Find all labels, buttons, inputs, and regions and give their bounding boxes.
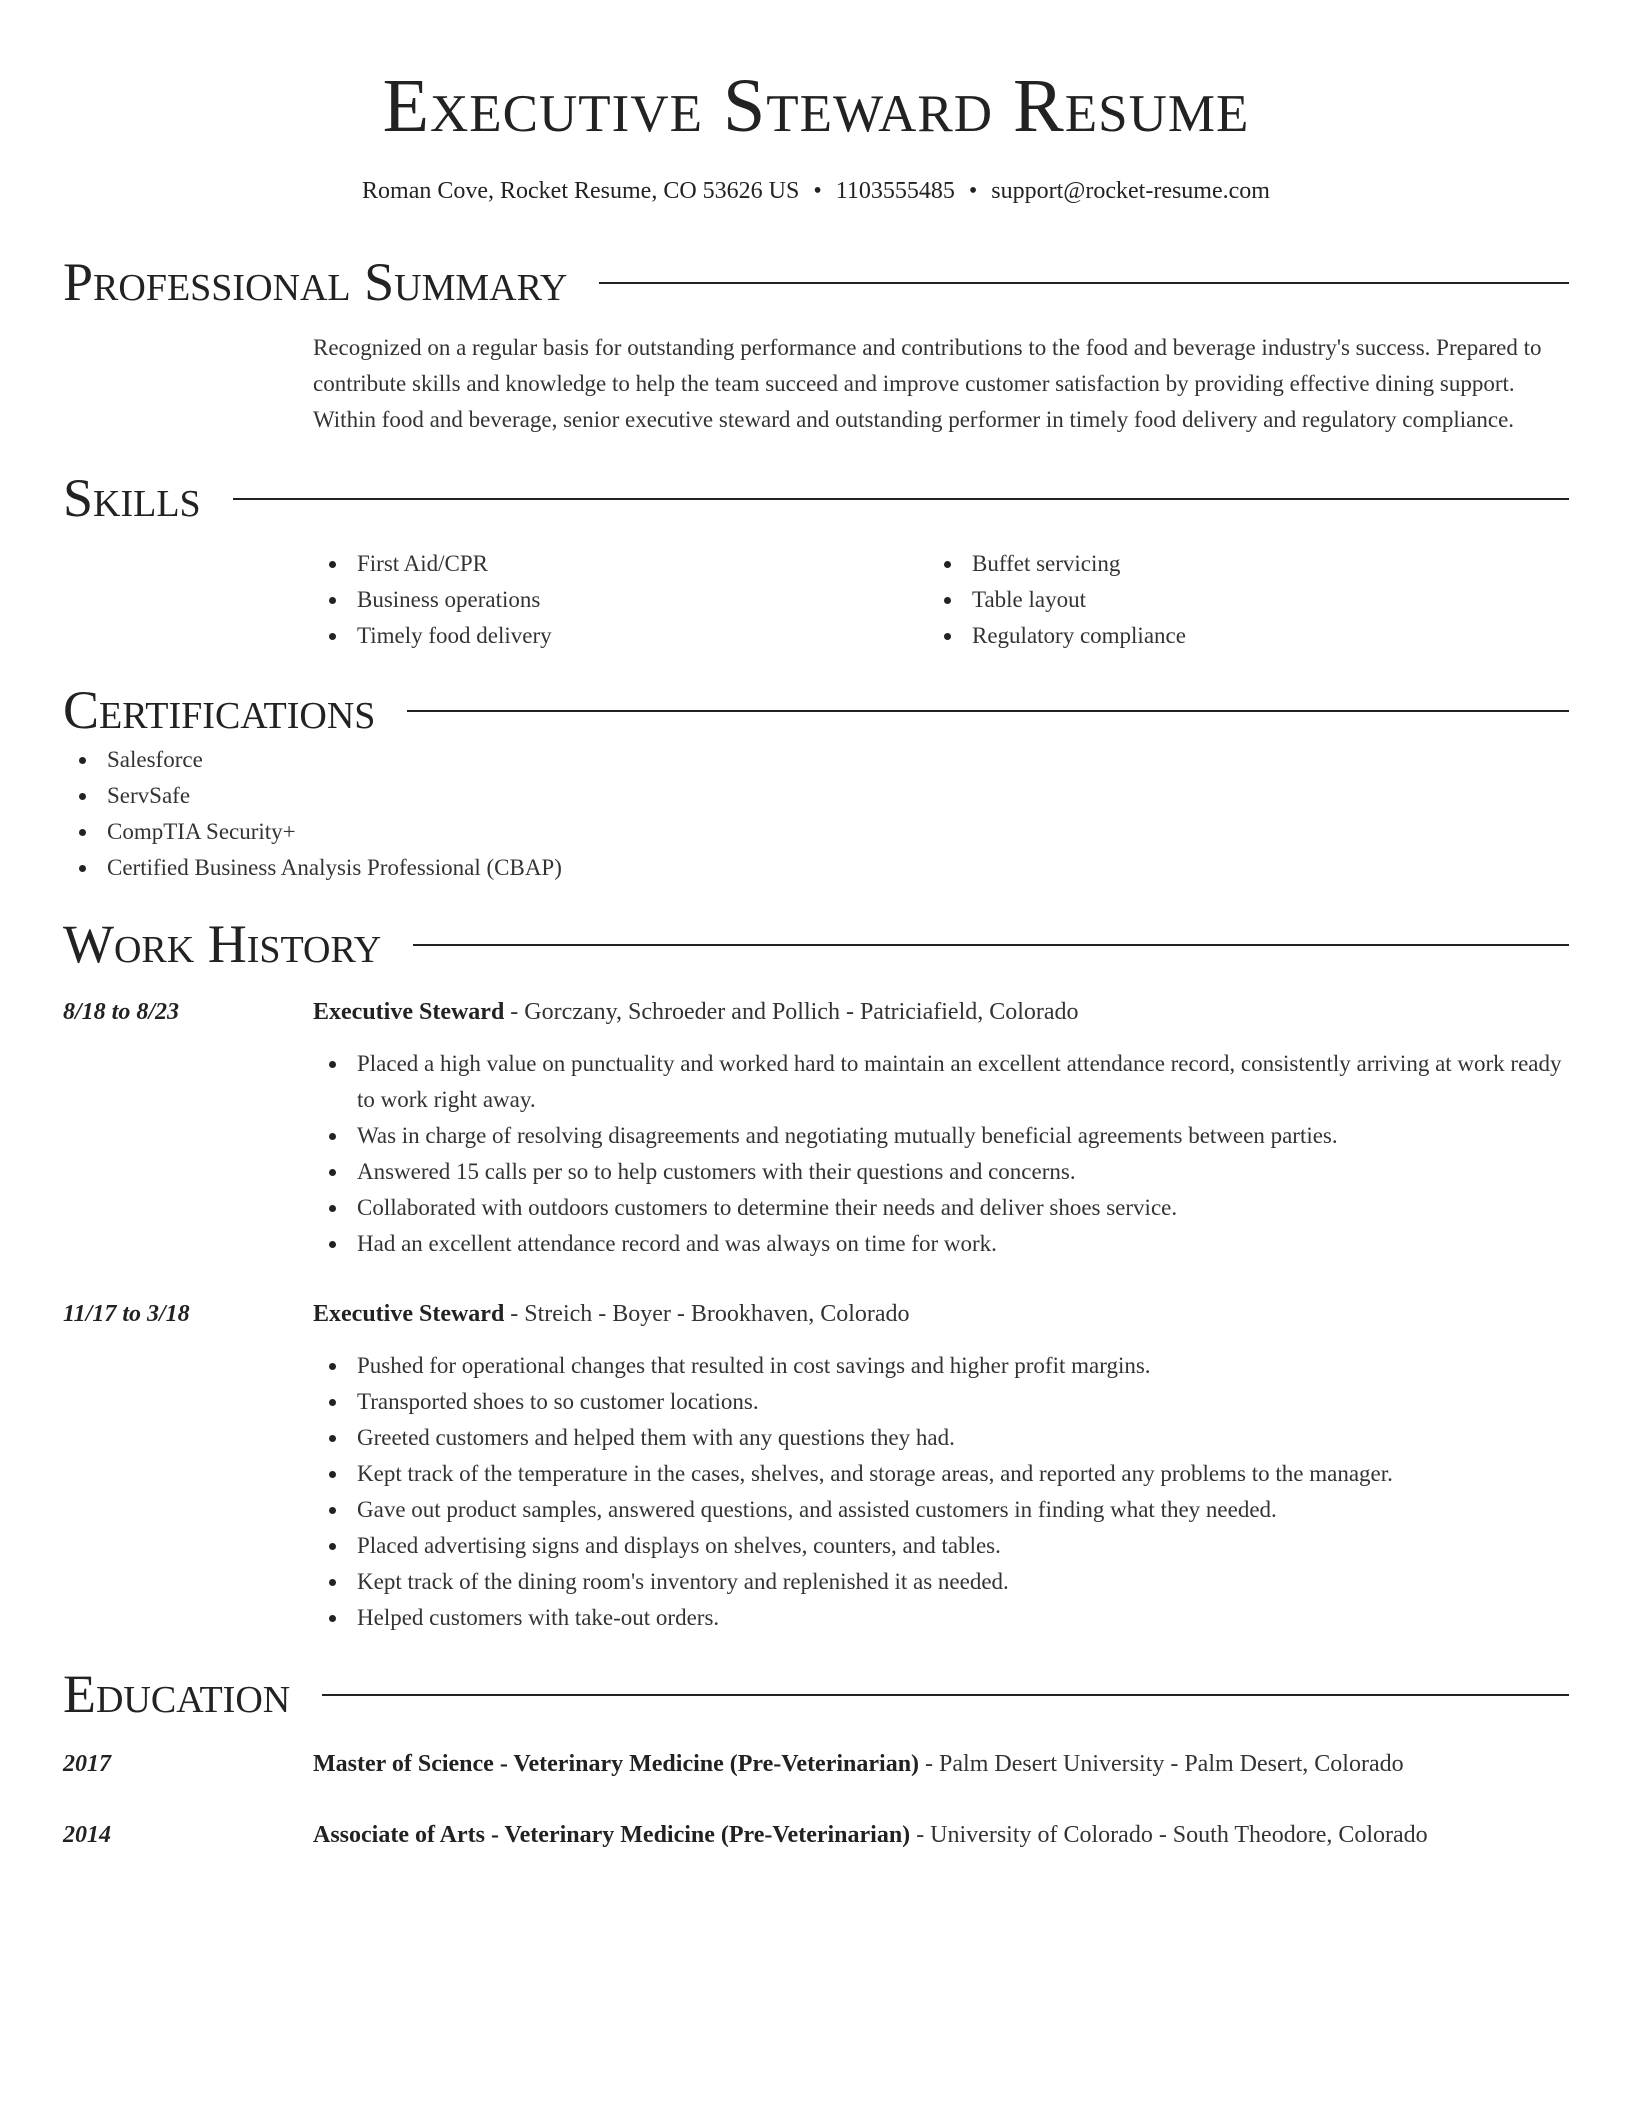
section-header	[63, 250, 1569, 314]
skills-list-left	[313, 546, 928, 654]
job-entry	[63, 994, 1569, 1262]
separator-dot: •	[968, 178, 978, 204]
skill-item: First Aid/CPR	[313, 546, 928, 582]
certification-item: Certified Business Analysis Professional (CBAP)	[63, 850, 1569, 886]
job-title: Executive Steward	[313, 1301, 505, 1327]
resume-page	[63, 0, 1569, 1853]
job-duties	[313, 1348, 1569, 1636]
job-body	[313, 1296, 1569, 1636]
education-entry	[63, 1817, 1569, 1853]
job-dates: 11/17 to 3/18	[63, 1301, 190, 1327]
job-duty: Greeted customers and helped them with any questions they had.	[313, 1420, 1569, 1456]
skills-list-right	[928, 546, 1543, 654]
section-title-education: Education	[63, 1664, 291, 1724]
section-divider	[407, 710, 1569, 712]
education-year: 2014	[63, 1822, 111, 1848]
skill-item: Business operations	[313, 582, 928, 618]
phone: 1103555485	[835, 178, 955, 204]
section-title-skills: Skills	[63, 468, 201, 528]
education-line	[313, 1817, 1569, 1853]
job-title: Executive Steward	[313, 999, 505, 1025]
section-divider	[233, 498, 1569, 500]
education-degree: Master of Science - Veterinary Medicine (Pre-Veterinarian)	[313, 1751, 920, 1777]
section-divider	[413, 944, 1569, 946]
education-line	[313, 1746, 1569, 1782]
job-duty: Placed a high value on punctuality and worked hard to maintain an excellent attendance record, consistently arriving at work ready to work right away.	[313, 1046, 1569, 1118]
section-title-certifications: Certifications	[63, 680, 376, 740]
job-duty: Gave out product samples, answered questions, and assisted customers in finding what they needed.	[313, 1492, 1569, 1528]
education-entry	[63, 1746, 1569, 1782]
section-divider	[599, 282, 1569, 284]
education-school: - Palm Desert University - Palm Desert, Colorado	[919, 1751, 1404, 1777]
job-duty: Kept track of the temperature in the cases, shelves, and storage areas, and reported any problems to the manager.	[313, 1456, 1569, 1492]
section-header	[63, 1662, 1569, 1726]
address: Roman Cove, Rocket Resume, CO 53626 US	[362, 178, 800, 204]
job-duty: Kept track of the dining room's inventory and replenished it as needed.	[313, 1564, 1569, 1600]
section-title-summary: Professional Summary	[63, 252, 568, 312]
job-entry	[63, 1296, 1569, 1636]
education-year: 2017	[63, 1751, 111, 1777]
certifications-section	[63, 678, 1569, 886]
job-duty: Collaborated with outdoors customers to determine their needs and deliver shoes service.	[313, 1190, 1569, 1226]
education-section	[63, 1662, 1569, 1853]
email: support@rocket-resume.com	[991, 178, 1270, 204]
job-duty: Placed advertising signs and displays on shelves, counters, and tables.	[313, 1528, 1569, 1564]
summary-section	[63, 250, 1569, 438]
job-employer: - Gorczany, Schroeder and Pollich - Patriciafield, Colorado	[504, 999, 1079, 1025]
section-header	[63, 678, 1569, 742]
skill-item: Timely food delivery	[313, 618, 928, 654]
work-history-section	[63, 912, 1569, 1636]
skills-section	[63, 466, 1569, 654]
section-header	[63, 466, 1569, 530]
resume-title: Executive Steward Resume	[382, 64, 1250, 148]
skill-item: Table layout	[928, 582, 1543, 618]
education-degree: Associate of Arts - Veterinary Medicine (Pre-Veterinarian)	[313, 1822, 911, 1848]
job-duty: Transported shoes to so customer locations.	[313, 1384, 1569, 1420]
contact-line	[63, 176, 1569, 206]
certification-item: Salesforce	[63, 742, 1569, 778]
job-duty: Pushed for operational changes that resulted in cost savings and higher profit margins.	[313, 1348, 1569, 1384]
section-header	[63, 912, 1569, 976]
job-title-line	[313, 1296, 1569, 1332]
job-duties	[313, 1046, 1569, 1262]
job-duty: Had an excellent attendance record and was always on time for work.	[313, 1226, 1569, 1262]
separator-dot: •	[813, 178, 822, 204]
skill-item: Buffet servicing	[928, 546, 1543, 582]
skills-grid	[313, 546, 1569, 654]
certifications-list	[63, 742, 1569, 886]
skill-item: Regulatory compliance	[928, 618, 1543, 654]
section-divider	[322, 1694, 1569, 1696]
job-duty: Helped customers with take-out orders.	[313, 1600, 1569, 1636]
job-dates: 8/18 to 8/23	[63, 999, 180, 1025]
job-duty: Was in charge of resolving disagreements and negotiating mutually beneficial agreements between parties.	[313, 1118, 1569, 1154]
job-body	[313, 994, 1569, 1262]
education-school: - University of Colorado - South Theodore, Colorado	[910, 1822, 1428, 1848]
job-employer: - Streich - Boyer - Brookhaven, Colorado	[504, 1301, 910, 1327]
summary-text: Recognized on a regular basis for outstanding performance and contributions to the food and beverage industry's success. Prepared to contribute skills and knowledge to help the team succeed and improve customer satisfaction by providing effective dining support. Within food and beverage, senior executive steward and outstanding performer in timely food delivery and regulatory compliance.	[313, 335, 1542, 432]
job-title-line	[313, 994, 1569, 1030]
job-duty: Answered 15 calls per so to help customers with their questions and concerns.	[313, 1154, 1569, 1190]
certification-item: CompTIA Security+	[63, 814, 1569, 850]
certification-item: ServSafe	[63, 778, 1569, 814]
section-title-work-history: Work History	[63, 914, 382, 974]
